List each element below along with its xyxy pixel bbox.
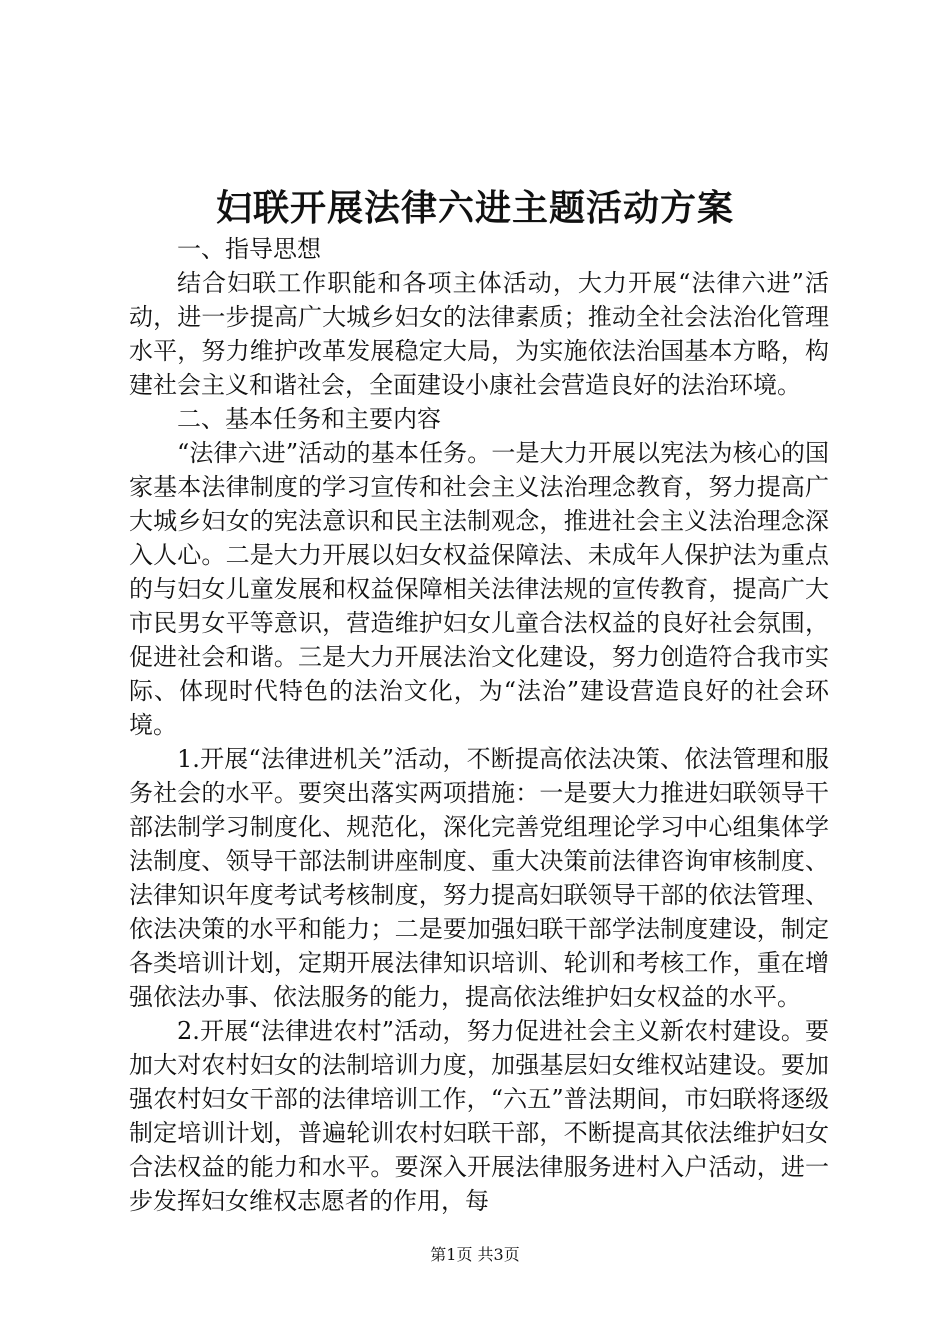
document-body <box>129 232 829 1218</box>
paragraph-guiding-thought: 结合妇联工作职能和各项主体活动，大力开展“法律六进”活动，进一步提高广大城乡妇女的法律素质；推动全社会法治化管理水平，努力维护改革发展稳定大局，为实施依法治国基本方略，构建社会主义和谐社会，全面建设小康社会营造良好的法治环境。 <box>129 269 829 399</box>
section-heading-guiding-thought: 一、指导思想 <box>177 235 321 263</box>
paragraph-item-2: 2.开展“法律进农村”活动，努力促进社会主义新农村建设。要加大对农村妇女的法制培训力度，加强基层妇女维权站建设。要加强农村妇女干部的法律培训工作，“六五”普法期间，市妇联将逐级制定培训计划，普遍轮训农村妇联干部，不断提高其依法维护妇女合法权益的能力和水平。要深入开展法律服务进村入户活动，进一步发挥妇女维权志愿者的作用，每 <box>129 1017 829 1215</box>
paragraph-item-1: 1.开展“法律进机关”活动，不断提高依法决策、依法管理和服务社会的水平。要突出落实两项措施：一是要大力推进妇联领导干部法制学习制度化、规范化，深化完善党组理论学习中心组集体学法制度、领导干部法制讲座制度、重大决策前法律咨询审核制度、法律知识年度考试考核制度，努力提高妇联领导干部的依法管理、依法决策的水平和能力；二是要加强妇联干部学法制度建设，制定各类培训计划，定期开展法律知识培训、轮训和考核工作，重在增强依法办事、依法服务的能力，提高依法维护妇女权益的水平。 <box>129 745 829 1011</box>
document-title: 妇联开展法律六进主题活动方案 <box>215 187 734 229</box>
paragraph-basic-tasks: “法律六进”活动的基本任务。一是大力开展以宪法为核心的国家基本法律制度的学习宣传和社会主义法治理念教育，努力提高广大城乡妇女的宪法意识和民主法制观念，推进社会主义法治理念深入人心。二是大力开展以妇女权益保障法、未成年人保护法为重点的与妇女儿童发展和权益保障相关法律法规的宣传教育，提高广大市民男女平等意识，营造维护妇女儿童合法权益的良好社会氛围，促进社会和谐。三是大力开展法治文化建设，努力创造符合我市实际、体现时代特色的法治文化，为“法治”建设营造良好的社会环境。 <box>129 439 829 739</box>
page-number-footer: 第1页 共3页 <box>430 1245 520 1264</box>
section-heading-tasks: 二、基本任务和主要内容 <box>177 405 441 433</box>
